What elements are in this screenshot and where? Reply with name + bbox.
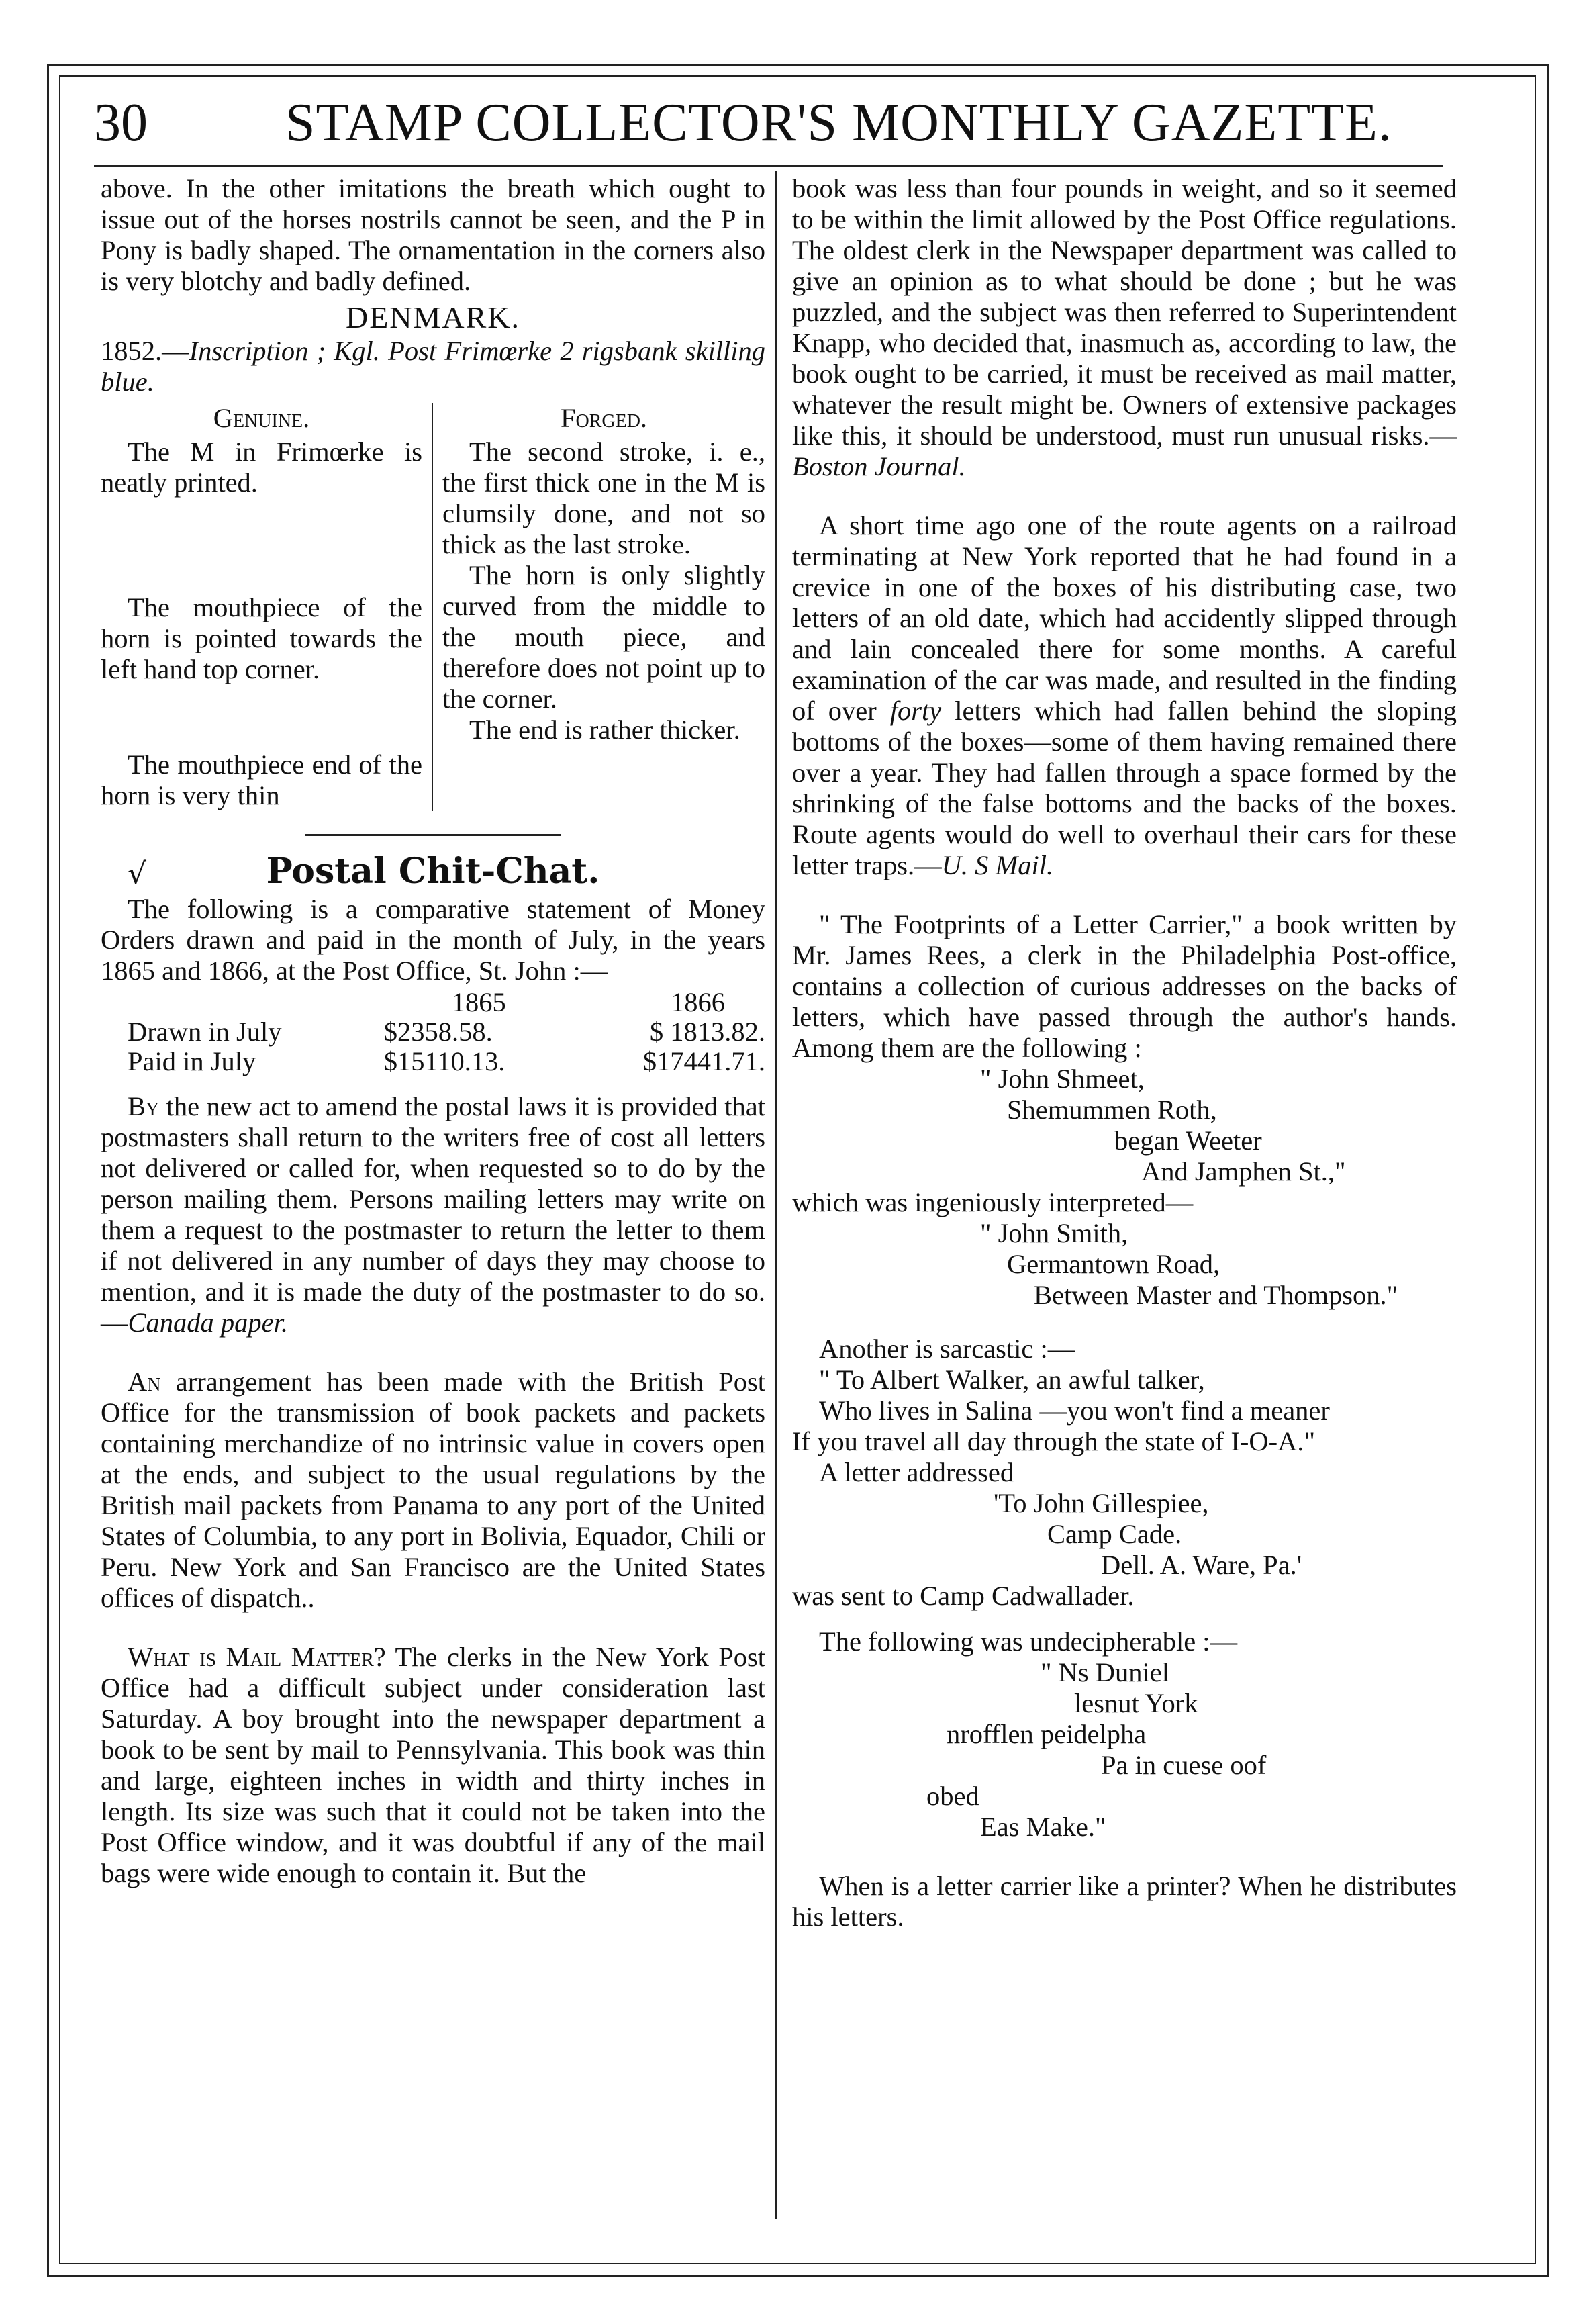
denmark-inscription-line: [101, 336, 765, 398]
address-3: 'To John Gillespiee, Camp Cade. Dell. A. Ware, Pa.': [994, 1488, 1302, 1580]
drawn-1865: $2358.58.: [383, 1017, 493, 1047]
denmark-heading: DENMARK.: [345, 300, 521, 334]
check-mark-icon: √: [128, 857, 147, 891]
drawn-1866: $ 1813.82.: [649, 1017, 765, 1047]
sarcastic-line: Another is sarcastic :—: [819, 1334, 1075, 1364]
denmark-year: 1852.—: [101, 336, 189, 366]
genuine-point-3: The mouthpiece end of the horn is very thin: [101, 749, 422, 810]
chit-chat-heading: [101, 851, 765, 892]
us-mail-source: U. S Mail.: [941, 850, 1054, 880]
money-orders-table: [101, 988, 765, 1076]
route-agents-paragraph: A short time ago one of the route agents on a railroad terminating at New York reported that he had found in a crevice in one of the boxes of his distributing case, two letters of an old date, which had accidently slipped through and lain concealed there for some months. A careful examination of the car was made, and resulted in the finding of over forty letters which had fallen behind the sloping bottoms of the boxes—some of them having remained there over a year. They had fallen through a space formed by the shrinking of the false bottoms and the backs of the boxes. Route agents would do well to overhaul their cars for these letter traps.—U. S Mail.: [792, 510, 1457, 880]
boston-journal-source: Boston Journal.: [792, 451, 966, 481]
paragraph-intro: above. In the other imitations the breath which ought to issue out of the horses nostrils cannot be seen, and the P in Pony is badly shaped. The ornamentation in the corners also is very blotchy and badly defined.: [101, 173, 765, 296]
year-1865: 1865: [451, 987, 506, 1017]
page-number: 30: [94, 93, 148, 152]
undecipherable-line: The following was undecipherable :—: [819, 1626, 1238, 1657]
forged-heading: Forged.: [560, 403, 648, 433]
table-row: [101, 1047, 765, 1076]
footprints-paragraph: " The Footprints of a Letter Carrier," a book written by Mr. James Rees, a clerk in the Philadelphia Post-office, contains a collection of curious addresses on the backs of letters, which have passed through the author's hands. Among them are the following :: [792, 909, 1457, 1063]
genuine-point-2: The mouthpiece of the horn is pointed towards the left hand top corner.: [101, 592, 422, 684]
table-row: [101, 988, 765, 1017]
sent-to-line: was sent to Camp Cadwallader.: [792, 1581, 1135, 1611]
header-rule: [94, 165, 1443, 167]
denmark-inscription: Inscription ; Kgl. Post Frimœrke 2 rigsbank skilling blue.: [101, 336, 765, 397]
interpreted-line: which was ingeniously interpreted—: [792, 1187, 1194, 1217]
genuine-heading: Genuine.: [213, 403, 310, 433]
book-continuation: book was less than four pounds in weight, and so it seemed to be within the limit allowed by the Post Office regulations. The oldest clerk in the Newspaper department was called to give an opinion as to what should be done ; but he was puzzled, and the subject was then referred to Superintendent Knapp, who decided that, inasmuch as, according to law, the book ought to be carried, it must be received as mail matter, whatever the result might be. Owners of extensive packages like this, it should be understood, must run unusual risks.—Boston Journal.: [792, 173, 1457, 481]
mail-matter-paragraph: What is Mail Matter? The clerks in the New York Post Office had a difficult subject under consideration last Saturday. A boy brought into the newspaper department a book to be sent by mail to Pennsylvania. This book was thin and large, eighteen inches in width and thirty inches in length. Its size was such that it could not be taken into the Post Office window, and it was doubtful if any of the mail bags were wide enough to contain it. But the: [101, 1642, 765, 1888]
paid-1866: $17441.71.: [642, 1046, 765, 1076]
genuine-point-1: The M in Frimœrke is neatly printed.: [101, 436, 422, 498]
comparison-table: [101, 403, 765, 811]
forged-column: [433, 403, 765, 811]
row-label: Drawn in July: [128, 1017, 282, 1047]
forged-point-1: The second stroke, i. e., the first thick one in the M is clumsily done, and not so thick as the last stroke.: [442, 436, 765, 559]
chit-chat-title: Postal Chit-Chat.: [266, 851, 600, 892]
address-4: " Ns Duniel lesnut York nrofflen peidelpha Pa in cuese oof obed Eas Make.": [926, 1657, 1267, 1842]
paid-1865: $15110.13.: [383, 1046, 505, 1076]
year-1866: 1866: [671, 987, 725, 1017]
publication-title: STAMP COLLECTOR'S MONTHLY GAZETTE.: [285, 93, 1392, 152]
arrangement-paragraph: An arrangement has been made with the British Post Office for the transmission of book packets and packets containing merchandize of no intrinsic value in covers open at the ends, and subject to the usual regulations by the British mail packets from Panama to any port of the United States of Columbia, to any port in Bolivia, Equador, Chili or Peru. New York and San Francisco are the United States offices of dispatch..: [101, 1366, 765, 1613]
right-column: [792, 173, 1457, 1933]
table-row: [101, 1017, 765, 1047]
page-header: [94, 86, 1443, 160]
canada-paper-source: Canada paper.: [128, 1307, 289, 1338]
column-divider: [775, 171, 777, 2219]
forged-point-2: The horn is only slightly curved from the middle to the mouth piece, and therefore does not point up to the corner.: [442, 560, 765, 714]
row-label: Paid in July: [128, 1046, 256, 1076]
address-2: " John Smith, Germantown Road, Between Master and Thompson.": [980, 1218, 1398, 1310]
address-1: " John Shmeet, Shemummen Roth, began Weeter And Jamphen St.,": [980, 1064, 1346, 1187]
money-orders-intro: The following is a comparative statement of Money Orders drawn and paid in the month of July, in the years 1865 and 1866, at the Post Office, St. John :—: [101, 894, 765, 986]
letter-addressed-line: A letter addressed: [819, 1457, 1014, 1487]
genuine-column: [101, 403, 433, 811]
rhyme: " To Albert Walker, an awful talker, Who lives in Salina —you won't find a meaner If you travel all day through the state of I-O-A.": [792, 1364, 1330, 1456]
riddle-paragraph: When is a letter carrier like a printer? When he distributes his letters.: [792, 1871, 1457, 1932]
section-separator: [305, 834, 561, 836]
new-act-paragraph: By the new act to amend the postal laws it is provided that postmasters shall return to the writers free of cost all letters not delivered or called for, when requested so to do by the person mailing them. Persons mailing letters may write on them a request to the postmaster to return the letter to them if not delivered in any number of days they may choose to mention, and it is made the duty of the postmaster to do so.—Canada paper.: [101, 1091, 765, 1338]
left-column: [101, 173, 765, 1889]
forged-point-3: The end is rather thicker.: [469, 714, 740, 745]
